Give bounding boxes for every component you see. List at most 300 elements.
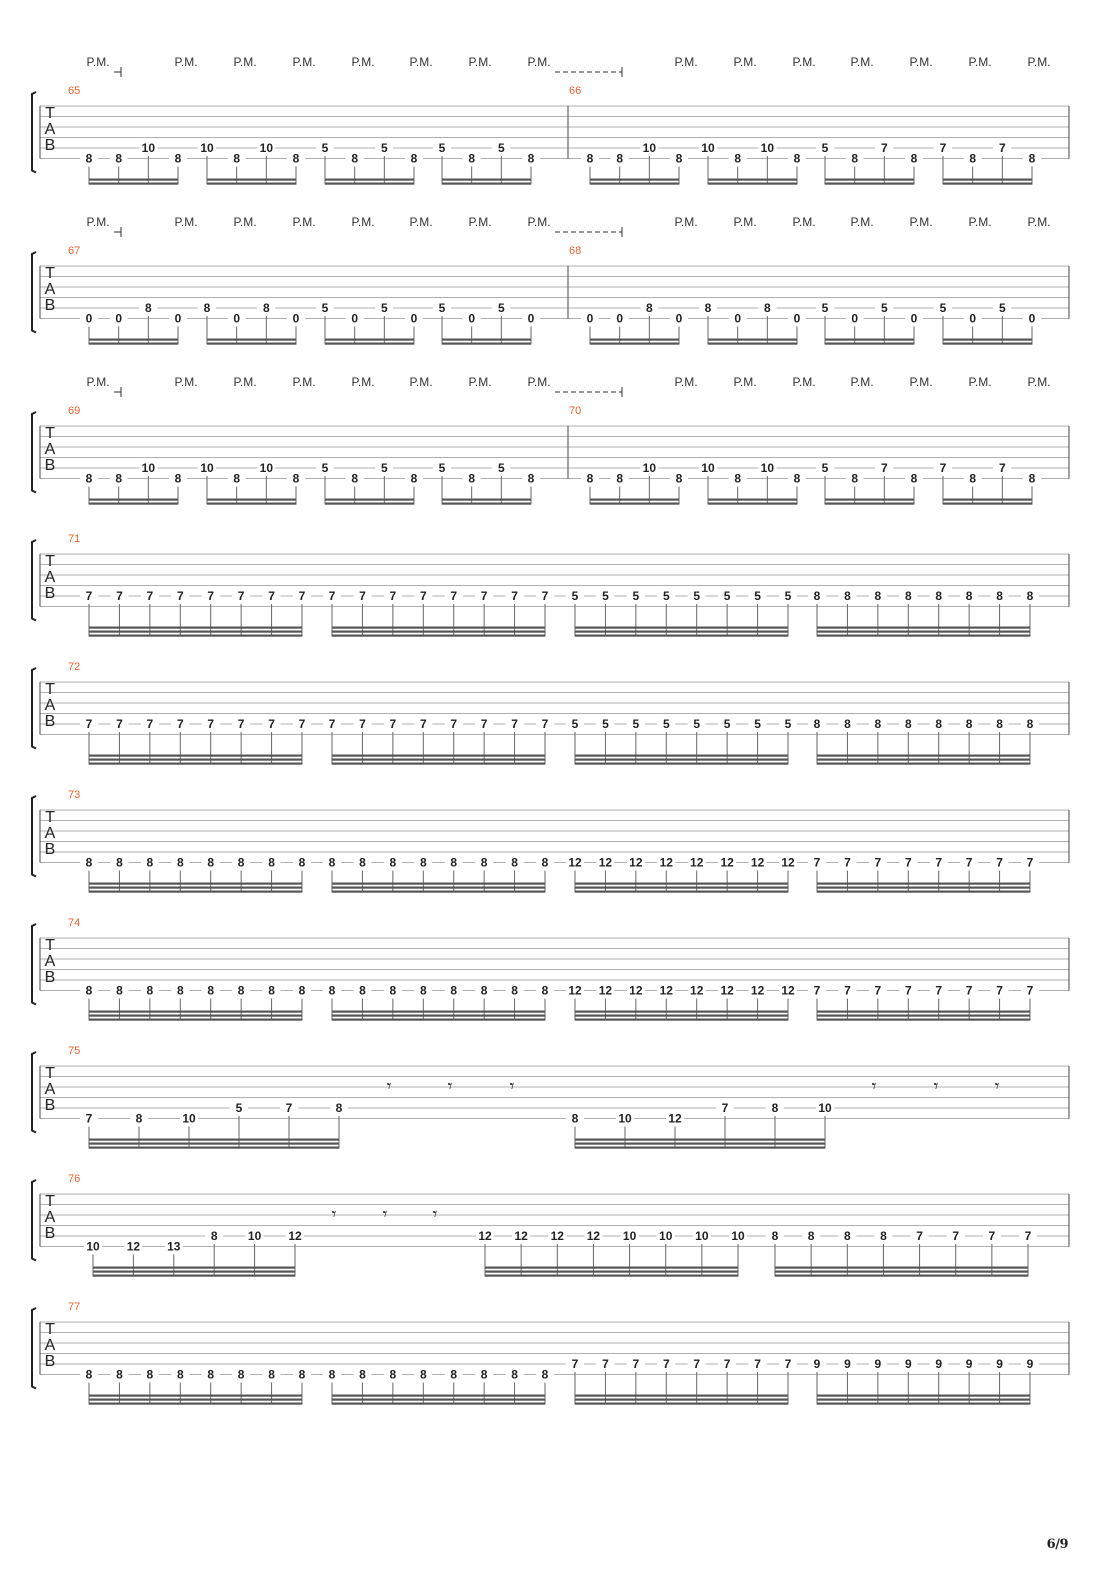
fret-number: 8 [389, 983, 397, 998]
fret-number: 10 [259, 141, 274, 155]
beam [485, 1271, 738, 1273]
fret-number: 8 [268, 1367, 275, 1382]
fret-number: 8 [176, 1367, 184, 1382]
beam [817, 1015, 1030, 1017]
fret-number: 5 [438, 301, 446, 315]
system-bracket [32, 540, 36, 621]
measure-number: 72 [68, 661, 81, 673]
measure-number: 73 [68, 789, 81, 801]
beam [89, 635, 302, 637]
fret-number: 12 [720, 983, 734, 998]
fret-number: 7 [237, 717, 245, 731]
beam [575, 1147, 825, 1149]
fret-number: 8 [586, 471, 594, 486]
page-number: 6/9 [1046, 1537, 1068, 1552]
beam [943, 499, 1032, 501]
beam [332, 1399, 545, 1401]
fret-number: 8 [511, 1367, 518, 1382]
tab-clef-a: A [44, 697, 56, 714]
fret-number: 12 [781, 983, 795, 998]
beam [943, 183, 1032, 185]
beam [89, 883, 302, 885]
fret-number: 0 [616, 311, 624, 326]
fret-number: 5 [235, 1101, 243, 1115]
fret-number: 5 [998, 301, 1006, 315]
beam [93, 1271, 295, 1273]
palm-mute-label: P.M. [86, 215, 110, 229]
fret-number: 0 [969, 311, 977, 326]
fret-number: 12 [629, 983, 643, 998]
system-bracket [32, 1052, 36, 1133]
fret-number: 5 [821, 461, 829, 475]
beam [332, 887, 545, 889]
fret-number: 8 [874, 717, 882, 731]
beam [332, 1015, 545, 1017]
fret-number: 8 [116, 983, 123, 998]
fret-number: 8 [910, 151, 918, 166]
palm-mute-label: P.M. [351, 215, 375, 229]
fret-number: 8 [116, 855, 123, 870]
fret-number: 8 [793, 471, 801, 486]
fret-number: 9 [813, 1357, 821, 1371]
fret-number: 8 [85, 151, 93, 166]
fret-number: 8 [480, 855, 488, 870]
fret-number: 8 [763, 301, 771, 315]
fret-number: 7 [450, 717, 458, 731]
beam [825, 343, 914, 345]
fret-number: 10 [200, 461, 214, 475]
beam [332, 883, 545, 885]
fret-number: 10 [141, 461, 156, 475]
beam [89, 759, 302, 761]
fret-number: 5 [497, 141, 505, 155]
beam [89, 1019, 302, 1021]
fret-number: 8 [210, 1229, 218, 1243]
fret-number: 0 [85, 311, 93, 326]
fret-number: 7 [965, 983, 973, 998]
fret-number: 5 [321, 461, 329, 475]
eighth-rest: 𝄾 [386, 1076, 392, 1097]
fret-number: 0 [115, 311, 123, 326]
palm-mute-label: P.M. [1027, 375, 1051, 389]
fret-number: 9 [935, 1357, 943, 1371]
fret-number: 5 [754, 589, 761, 603]
fret-number: 8 [511, 855, 518, 870]
fret-number: 10 [642, 461, 657, 475]
fret-number: 7 [939, 141, 947, 155]
fret-number: 7 [450, 589, 458, 603]
beam [207, 499, 296, 501]
system-bracket [32, 924, 36, 1005]
fret-number: 8 [85, 983, 93, 998]
fret-number: 0 [468, 311, 476, 326]
fret-number: 8 [844, 717, 851, 731]
fret-number: 8 [527, 471, 535, 486]
fret-number: 8 [880, 1229, 887, 1243]
beam [943, 343, 1032, 345]
tab-clef-b: B [44, 1225, 56, 1242]
fret-number: 8 [328, 855, 336, 870]
beam [575, 635, 788, 637]
fret-number: 8 [935, 589, 943, 603]
beam [89, 1399, 302, 1401]
fret-number: 10 [200, 141, 214, 155]
fret-number: 8 [1026, 717, 1034, 731]
beam [825, 183, 914, 185]
fret-number: 8 [1028, 471, 1036, 486]
fret-number: 8 [851, 471, 859, 486]
fret-number: 8 [292, 471, 300, 486]
fret-number: 7 [298, 589, 306, 603]
fret-number: 10 [618, 1111, 632, 1126]
beam [89, 1147, 339, 1149]
beam [332, 1395, 545, 1397]
fret-number: 5 [939, 301, 947, 315]
eighth-rest: 𝄾 [382, 1204, 388, 1225]
measure-number: 74 [68, 917, 81, 929]
system-bracket [32, 252, 36, 333]
fret-number: 7 [85, 1111, 93, 1126]
fret-number: 5 [321, 301, 329, 315]
beam [325, 343, 414, 345]
fret-number: 10 [818, 1101, 832, 1115]
fret-number: 8 [292, 151, 300, 166]
beam [708, 343, 797, 345]
beam [325, 179, 414, 181]
fret-number: 12 [659, 983, 673, 998]
eighth-rest: 𝄾 [432, 1204, 438, 1225]
tab-clef-b: B [44, 969, 56, 986]
beam [943, 179, 1032, 181]
beam [575, 1403, 788, 1405]
fret-number: 12 [586, 1229, 601, 1243]
fret-number: 8 [450, 855, 458, 870]
beam [775, 1271, 1028, 1273]
beam [207, 179, 296, 181]
palm-mute-label: P.M. [1027, 55, 1051, 69]
palm-mute-label: P.M. [909, 215, 933, 229]
palm-mute-label: P.M. [792, 375, 816, 389]
fret-number: 8 [843, 1229, 851, 1243]
measure-number: 77 [68, 1301, 81, 1313]
fret-number: 7 [965, 855, 973, 870]
fret-number: 8 [468, 471, 476, 486]
tab-clef-b: B [44, 137, 56, 154]
fret-number: 8 [237, 983, 245, 998]
beam [89, 1139, 339, 1141]
fret-number: 8 [116, 1367, 123, 1382]
fret-number: 5 [602, 589, 609, 603]
fret-number: 8 [965, 717, 973, 731]
fret-number: 8 [207, 1367, 215, 1382]
fret-number: 8 [910, 471, 918, 486]
fret-number: 7 [844, 855, 851, 870]
beam [332, 631, 545, 633]
beam [89, 1395, 302, 1397]
beam [442, 183, 531, 185]
fret-number: 10 [86, 1239, 100, 1254]
eighth-rest: 𝄾 [331, 1204, 337, 1225]
beam [590, 339, 679, 341]
fret-number: 5 [571, 717, 579, 731]
tab-clef-a: A [44, 1081, 56, 1098]
fret-number: 7 [880, 141, 888, 155]
fret-number: 8 [675, 151, 683, 166]
palm-mute-label: P.M. [850, 215, 874, 229]
fret-number: 12 [478, 1229, 492, 1243]
beam [590, 183, 679, 185]
palm-mute-label: P.M. [351, 375, 375, 389]
fret-number: 7 [602, 1357, 609, 1371]
fret-number: 7 [904, 855, 912, 870]
tab-clef-b: B [44, 297, 56, 314]
beam [817, 763, 1030, 765]
beam [775, 1267, 1028, 1269]
measure-number: 67 [68, 245, 81, 257]
fret-number: 0 [793, 311, 801, 326]
fret-number: 8 [85, 855, 93, 870]
fret-number: 7 [874, 983, 882, 998]
fret-number: 5 [662, 589, 670, 603]
beam [590, 499, 679, 501]
fret-number: 12 [126, 1239, 141, 1254]
fret-number: 8 [389, 1367, 397, 1382]
eighth-rest: 𝄾 [447, 1076, 453, 1097]
fret-number: 10 [247, 1229, 262, 1243]
fret-number: 0 [910, 311, 918, 326]
fret-number: 12 [568, 855, 582, 870]
beam [817, 1011, 1030, 1013]
beam [708, 339, 797, 341]
beam [817, 887, 1030, 889]
fret-number: 7 [571, 1357, 579, 1371]
beam [817, 891, 1030, 893]
fret-number: 7 [511, 717, 518, 731]
fret-number: 9 [996, 1357, 1003, 1371]
palm-mute-label: P.M. [909, 55, 933, 69]
fret-number: 5 [754, 717, 761, 731]
beam [817, 755, 1030, 757]
fret-number: 8 [586, 151, 594, 166]
fret-number: 8 [115, 471, 123, 486]
tab-clef-t: T [45, 425, 55, 442]
fret-number: 8 [268, 983, 275, 998]
beam [325, 183, 414, 185]
fret-number: 7 [207, 717, 215, 731]
beam [575, 1011, 788, 1013]
tab-clef-t: T [45, 1321, 55, 1338]
beam [708, 179, 797, 181]
palm-mute-label: P.M. [468, 375, 492, 389]
tab-clef-b: B [44, 585, 56, 602]
fret-number: 10 [731, 1229, 745, 1243]
fret-number: 13 [167, 1239, 181, 1254]
fret-number: 0 [410, 311, 418, 326]
beam [575, 1139, 825, 1141]
fret-number: 7 [662, 1357, 670, 1371]
palm-mute-label: P.M. [233, 215, 257, 229]
fret-number: 8 [85, 1367, 93, 1382]
fret-number: 8 [807, 1229, 815, 1243]
fret-number: 8 [233, 151, 241, 166]
tab-clef-a: A [44, 441, 56, 458]
fret-number: 8 [359, 855, 366, 870]
beam [485, 1275, 738, 1277]
fret-number: 5 [662, 717, 670, 731]
beam [817, 883, 1030, 885]
fret-number: 8 [480, 1367, 488, 1382]
beam [89, 891, 302, 893]
fret-number: 7 [389, 717, 397, 731]
beam [442, 503, 531, 505]
beam [89, 755, 302, 757]
beam [575, 759, 788, 761]
fret-number: 10 [642, 141, 657, 155]
fret-number: 7 [359, 717, 366, 731]
fret-number: 8 [233, 471, 241, 486]
fret-number: 0 [174, 311, 182, 326]
palm-mute-label: P.M. [850, 375, 874, 389]
palm-mute-label: P.M. [968, 55, 992, 69]
beam [485, 1267, 738, 1269]
tab-clef-t: T [45, 1065, 55, 1082]
fret-number: 8 [237, 855, 245, 870]
fret-number: 0 [351, 311, 359, 326]
eighth-rest: 𝄾 [933, 1076, 939, 1097]
palm-mute-label: P.M. [792, 215, 816, 229]
fret-number: 5 [784, 717, 792, 731]
fret-number: 7 [935, 855, 943, 870]
beam [89, 1403, 302, 1405]
fret-number: 8 [174, 151, 182, 166]
beam [943, 339, 1032, 341]
fret-number: 7 [1026, 855, 1034, 870]
fret-number: 12 [750, 855, 765, 870]
beam [825, 499, 914, 501]
fret-number: 8 [115, 151, 123, 166]
fret-number: 12 [514, 1229, 528, 1243]
beam [332, 763, 545, 765]
beam [332, 627, 545, 629]
tab-clef-t: T [45, 1193, 55, 1210]
fret-number: 7 [85, 589, 93, 603]
beam [89, 887, 302, 889]
beam [332, 635, 545, 637]
fret-number: 8 [203, 301, 211, 315]
system-bracket [32, 1180, 36, 1261]
beam [708, 183, 797, 185]
beam [89, 763, 302, 765]
fret-number: 8 [616, 151, 624, 166]
palm-mute-label: P.M. [1027, 215, 1051, 229]
beam [332, 1011, 545, 1013]
fret-number: 10 [701, 141, 715, 155]
beam [575, 1399, 788, 1401]
beam [89, 179, 178, 181]
beam [93, 1267, 295, 1269]
fret-number: 8 [176, 983, 184, 998]
palm-mute-label: P.M. [292, 55, 316, 69]
fret-number: 8 [904, 589, 912, 603]
palm-mute-label: P.M. [292, 375, 316, 389]
fret-number: 8 [969, 471, 977, 486]
tab-clef-a: A [44, 1209, 56, 1226]
fret-number: 0 [586, 311, 594, 326]
tab-clef-a: A [44, 281, 56, 298]
fret-number: 7 [541, 589, 549, 603]
fret-number: 12 [668, 1111, 682, 1126]
fret-number: 8 [675, 471, 683, 486]
fret-number: 7 [813, 983, 821, 998]
beam [575, 631, 788, 633]
tab-clef-t: T [45, 809, 55, 826]
fret-number: 8 [844, 589, 851, 603]
beam [89, 631, 302, 633]
beam [93, 1275, 295, 1277]
beam [325, 503, 414, 505]
fret-number: 7 [693, 1357, 701, 1371]
fret-number: 0 [292, 311, 300, 326]
fret-number: 5 [693, 717, 701, 731]
fret-number: 7 [874, 855, 882, 870]
beam [575, 1395, 788, 1397]
measure-number: 71 [68, 533, 81, 545]
fret-number: 10 [760, 461, 775, 475]
beam [325, 339, 414, 341]
measure-number: 70 [569, 405, 582, 417]
fret-number: 10 [695, 1229, 709, 1243]
beam [207, 343, 296, 345]
system-bracket [32, 1308, 36, 1389]
fret-number: 7 [511, 589, 518, 603]
palm-mute-label: P.M. [409, 55, 433, 69]
fret-number: 7 [116, 717, 123, 731]
fret-number: 5 [821, 301, 829, 315]
beam [575, 883, 788, 885]
palm-mute-label: P.M. [733, 215, 757, 229]
fret-number: 5 [497, 301, 505, 315]
fret-number: 7 [1024, 1229, 1032, 1243]
fret-number: 0 [851, 311, 859, 326]
beam [442, 343, 531, 345]
fret-number: 8 [237, 1367, 245, 1382]
fret-number: 7 [176, 717, 184, 731]
fret-number: 8 [351, 151, 359, 166]
fret-number: 7 [939, 461, 947, 475]
beam [89, 343, 178, 345]
tab-clef-b: B [44, 457, 56, 474]
beam [89, 1143, 339, 1145]
fret-number: 8 [359, 983, 366, 998]
palm-mute-label: P.M. [468, 215, 492, 229]
beam [590, 503, 679, 505]
beam [817, 1395, 1030, 1397]
palm-mute-label: P.M. [86, 55, 110, 69]
fret-number: 8 [616, 471, 624, 486]
fret-number: 8 [468, 151, 476, 166]
fret-number: 5 [571, 589, 579, 603]
fret-number: 8 [480, 983, 488, 998]
fret-number: 8 [207, 983, 215, 998]
fret-number: 8 [298, 855, 306, 870]
fret-number: 0 [527, 311, 535, 326]
fret-number: 8 [268, 855, 275, 870]
beam [89, 503, 178, 505]
measure-number: 66 [569, 85, 582, 97]
beam [332, 1403, 545, 1405]
fret-number: 8 [969, 151, 977, 166]
fret-number: 7 [723, 1357, 731, 1371]
